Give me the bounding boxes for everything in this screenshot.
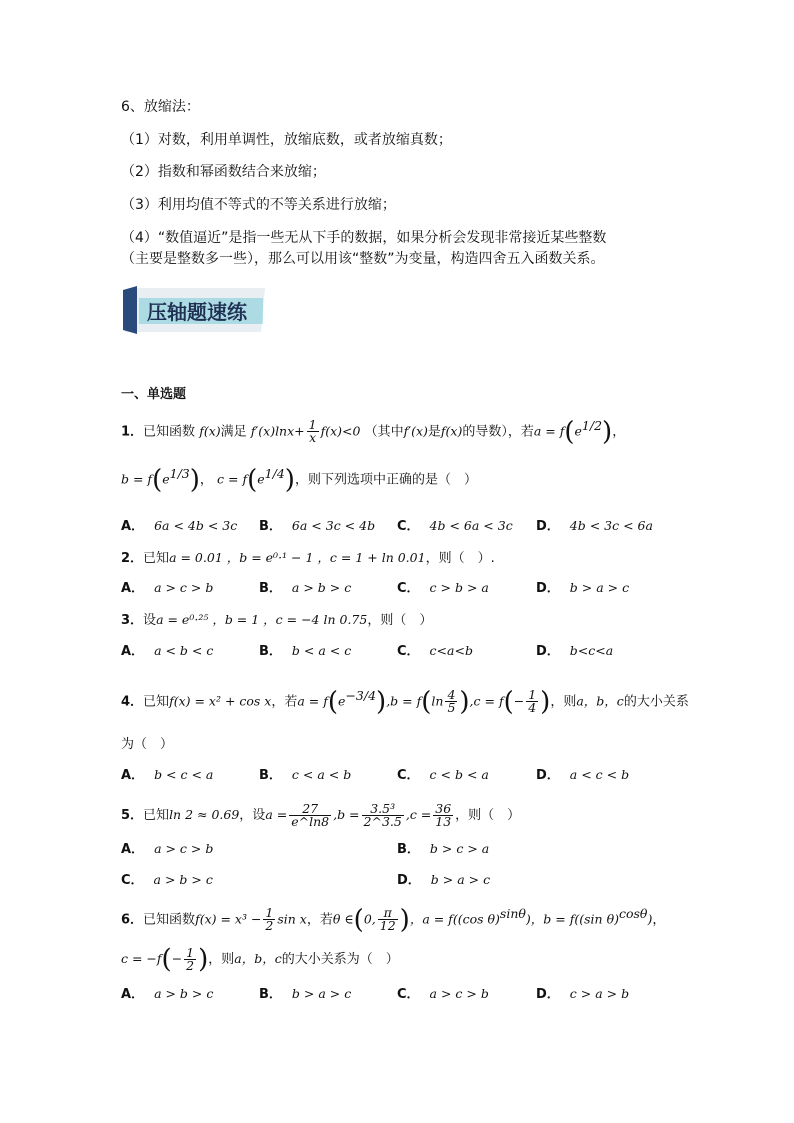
section-title: 一、单选题 — [121, 387, 187, 402]
option-label: B． — [259, 644, 282, 659]
section-banner — [123, 286, 265, 334]
option-label: A． — [121, 987, 145, 1002]
paren: ) — [540, 686, 551, 717]
q1-text: ，则下列选项中正确的是（ ） — [294, 472, 477, 488]
q6-text: 的大小关系为（ ） — [281, 952, 399, 967]
q1-math: f(x) — [199, 423, 221, 439]
question-1-line-1: 1．已知函数 f(x)满足 f′(x)lnx+ $\frac{1}{x}$ f(x)<0 （其中f′(x)是f(x)的导数），若$a = f(e^{1/2})$， — [121, 416, 626, 447]
frac-den: 2^3.5 — [363, 814, 402, 829]
option-text: a > c > b — [429, 986, 489, 1001]
q1-text: 满足 — [220, 424, 247, 440]
q2-math: a = 0.01 ，b = e⁰·¹ − 1 ，c = 1 + ln 0.01 — [169, 550, 426, 565]
q4-math: ln — [431, 693, 444, 709]
paren: ( — [503, 686, 514, 717]
question-6-line-2 — [121, 944, 399, 975]
q4-math: a = f — [297, 693, 328, 709]
paren: ( — [247, 464, 258, 495]
q4-math: ,b = f — [386, 693, 422, 709]
q5-text: ，则（ ） — [455, 808, 521, 823]
q1-math: c = f — [217, 471, 248, 487]
q5-option-c[interactable] — [121, 872, 213, 889]
q2-option-d[interactable] — [536, 580, 629, 597]
q6-frac — [263, 907, 275, 932]
q6-math: sin x — [277, 911, 307, 927]
q4-math: ,c = f — [469, 693, 504, 709]
q6-math: − — [171, 951, 183, 966]
q2-number: 2． — [121, 551, 144, 566]
q1-exp: 1/2 — [581, 418, 603, 433]
q4-math: f(x) = x² + cos x — [169, 693, 272, 709]
option-text: a > c > b — [154, 841, 214, 856]
q1-frac — [307, 419, 319, 444]
option-label: D． — [536, 519, 560, 534]
q2-text: ，则（ ）. — [425, 551, 495, 566]
option-label: D． — [397, 873, 421, 888]
method-item-4: （4）“数值逼近”是指一些无从下手的数据，如果分析会发现非常接近某些整数 — [121, 230, 607, 246]
method-title: 6、放缩法： — [121, 99, 200, 115]
q2-text: 已知 — [143, 551, 170, 566]
q1-math: e — [574, 423, 582, 439]
q6-math: f(x) = x³ − — [195, 911, 262, 927]
option-text: a > b > c — [291, 580, 352, 595]
q5-math: ,b = — [333, 807, 360, 822]
q1-math: a = f — [533, 423, 565, 439]
q5-math: a = — [265, 807, 288, 822]
option-text: 6a < 3c < 4b — [291, 518, 376, 533]
frac-num: 1 — [308, 417, 317, 433]
option-text: c<a<b — [429, 643, 473, 658]
q4-text: 的大小关系 — [623, 694, 689, 710]
option-text: b < a < c — [291, 643, 352, 658]
q6-math: 0, — [363, 911, 376, 927]
paren: ( — [452, 911, 458, 927]
paren: ) — [399, 904, 410, 935]
q6-option-c[interactable] — [397, 986, 489, 1003]
frac-den: 2 — [186, 958, 195, 973]
frac-num: 1 — [528, 687, 537, 703]
q6-exp: sinθ — [499, 906, 526, 921]
option-label: A． — [121, 519, 145, 534]
frac-den: e^ln8 — [291, 814, 330, 829]
q5-number: 5． — [121, 808, 144, 823]
option-text: c > b > a — [429, 580, 489, 595]
paren: ( — [353, 904, 364, 935]
option-text: b<c<a — [569, 643, 614, 658]
option-label: B． — [259, 987, 282, 1002]
q4-math: a，b，c — [576, 693, 624, 709]
q4-frac — [445, 689, 457, 714]
banner-text: 压轴题速练 — [147, 300, 247, 324]
option-label: B． — [259, 519, 282, 534]
paren: ) — [198, 944, 209, 975]
option-text: b > a > c — [291, 986, 352, 1001]
q6-number: 6． — [121, 912, 144, 928]
paren: ) — [602, 416, 613, 447]
q3-option-b[interactable] — [259, 643, 351, 660]
q4-math: − — [513, 693, 525, 709]
q4-option-d[interactable] — [536, 767, 629, 784]
frac-num: 3.5³ — [362, 803, 404, 816]
option-text: a > c > b — [154, 580, 214, 595]
frac-num: 36 — [435, 801, 452, 816]
paren: ( — [564, 416, 575, 447]
q6-math: a，b，c — [234, 951, 282, 966]
q1-exp: 1/3 — [169, 466, 190, 481]
q6-math: ，a = f — [409, 911, 453, 927]
option-text: a > b > c — [154, 986, 214, 1001]
q3-option-c[interactable] — [397, 643, 473, 660]
q4-frac — [526, 689, 538, 714]
q4-text: ，若 — [271, 694, 298, 710]
option-label: B． — [259, 581, 282, 596]
option-text: b < c < a — [154, 767, 214, 782]
option-text: c > a > b — [569, 986, 630, 1001]
q1-math: e — [162, 471, 170, 487]
q3-text: 设 — [143, 613, 157, 628]
paren: ( — [574, 911, 580, 927]
paren: ( — [152, 464, 163, 495]
paren: ) — [459, 686, 470, 717]
option-label: B． — [259, 768, 282, 783]
option-text: b > c > a — [429, 841, 490, 856]
banner-graphic — [123, 286, 265, 334]
q6-exp: cosθ — [618, 906, 648, 921]
frac-den: 12 — [379, 918, 396, 934]
paren: ) — [284, 464, 295, 495]
q1-text: 已知函数 — [143, 424, 196, 440]
option-text: a < c < b — [569, 767, 630, 782]
q3-number: 3． — [121, 613, 144, 628]
q6-math: θ ∈ — [332, 911, 354, 927]
q5-text: 已知 — [143, 808, 170, 823]
q4-math: e — [338, 693, 346, 709]
frac-num: 1 — [265, 905, 274, 921]
option-label: C． — [121, 873, 144, 888]
q6-math: (sin θ) — [579, 911, 619, 927]
q1-option-c[interactable] — [397, 518, 513, 535]
q6-option-d[interactable] — [536, 986, 629, 1003]
q6-frac — [184, 947, 196, 972]
option-text: a < b < c — [154, 643, 214, 658]
paren: ( — [421, 686, 432, 717]
q6-option-b[interactable] — [259, 986, 351, 1003]
option-text: a > b > c — [153, 872, 213, 887]
option-text: 6a < 4b < 3c — [154, 518, 238, 533]
q1-text: 是 — [427, 424, 441, 440]
frac-num: 1 — [186, 945, 195, 960]
q6-math: c = −f — [121, 951, 162, 966]
q4-option-a[interactable] — [121, 767, 213, 784]
option-label: A． — [121, 768, 145, 783]
paren: ) — [647, 911, 653, 927]
q6-math: (cos θ) — [457, 911, 500, 927]
q1-option-a[interactable] — [121, 518, 237, 535]
method-item-2: （2）指数和幂函数结合来放缩； — [121, 164, 326, 180]
q1-math: e — [257, 471, 265, 487]
option-label: A． — [121, 842, 145, 857]
q3-text: ，则（ ） — [367, 613, 433, 628]
frac-num: 4 — [447, 687, 456, 703]
q3-math: a = e⁰·²⁵ ，b = 1 ，c = −4 ln 0.75 — [156, 612, 368, 627]
q3-option-a[interactable] — [121, 643, 213, 660]
option-text: b > a > c — [430, 872, 491, 887]
option-text: 4b < 3c < 6a — [569, 518, 653, 533]
q5-option-d[interactable] — [397, 872, 490, 889]
q2-option-b[interactable] — [259, 580, 351, 597]
option-text: c < b < a — [429, 767, 489, 782]
option-label: B． — [397, 842, 420, 857]
question-4-line-2: 为（ ） — [121, 737, 174, 752]
question-1-line-2: $b = f(e^{1/3})$， $c = f(e^{1/4})$，则下列选项中正确的是（ ） — [121, 464, 477, 495]
question-3-line — [121, 611, 432, 630]
option-label: C． — [397, 644, 420, 659]
option-label: D． — [536, 644, 560, 659]
q4-option-b[interactable] — [259, 767, 351, 784]
q2-option-c[interactable] — [397, 580, 489, 597]
q5-math: ln 2 ≈ 0.69 — [169, 807, 240, 822]
q6-math: ，b = f — [530, 911, 575, 927]
frac-den: 13 — [435, 814, 452, 829]
q5-frac — [433, 803, 453, 828]
method-item-3: （3）利用均值不等式的不等关系进行放缩； — [121, 197, 396, 213]
question-6-line-1: 6．已知函数f(x) = x³ − $\frac{1}{2}$ sin x，若θ ∈(0, $\frac{\pi}{12}$ )，a = f((cos θ)$^{sin\theta}$)，b = f((sin θ)$^{cos\theta}$)， — [121, 904, 666, 935]
option-label: A． — [121, 581, 145, 596]
q1-option-b[interactable] — [259, 518, 375, 535]
q2-option-a[interactable] — [121, 580, 213, 597]
q4-text: ，则 — [550, 694, 577, 710]
q1-text: （其中 — [364, 424, 404, 440]
question-4-line-1 — [121, 686, 689, 717]
option-label: C． — [397, 768, 420, 783]
paren: ) — [376, 686, 387, 717]
option-label: A． — [121, 644, 145, 659]
paren: ) — [525, 911, 531, 927]
method-item-5: （主要是整数多一些），那么可以用该“整数”为变量，构造四舍五入函数关系。 — [121, 251, 605, 267]
paren: ) — [189, 464, 200, 495]
question-5-line — [121, 803, 520, 828]
option-label: C． — [397, 519, 420, 534]
option-label: D． — [536, 581, 560, 596]
q6-text: ，则 — [208, 952, 235, 967]
q4-option-c[interactable] — [397, 767, 489, 784]
option-label: D． — [536, 768, 560, 783]
q6-frac — [378, 907, 398, 932]
frac-den: 2 — [265, 918, 274, 934]
q5-option-a[interactable] — [121, 841, 213, 858]
q1-math: f(x)<0 — [320, 423, 361, 439]
q6-text: ，若 — [306, 912, 333, 928]
q1-math: f′(x)lnx+ — [250, 423, 305, 439]
option-label: C． — [397, 987, 420, 1002]
paren: ( — [161, 944, 172, 975]
q5-frac — [289, 803, 331, 828]
q4-number: 4． — [121, 694, 144, 710]
q6-text: 已知函数 — [143, 912, 196, 928]
q5-math: ,c = — [405, 807, 432, 822]
option-text: c < a < b — [291, 767, 352, 782]
q1-number: 1． — [121, 424, 144, 440]
q3-option-d[interactable] — [536, 643, 613, 660]
q1-math: f′(x) — [403, 423, 428, 439]
q1-option-d[interactable] — [536, 518, 653, 535]
q5-text: ，设 — [239, 808, 266, 823]
paren: ( — [327, 686, 339, 717]
q1-math: b = f — [121, 471, 153, 487]
method-item-1: （1）对数，利用单调性，放缩底数，或者放缩真数； — [121, 132, 452, 148]
q1-text: 的导数），若 — [462, 424, 534, 440]
frac-den: x — [309, 430, 317, 446]
frac-den: 5 — [447, 700, 456, 716]
option-label: D． — [536, 987, 560, 1002]
q5-option-b[interactable] — [397, 841, 489, 858]
q1-exp: 1/4 — [264, 466, 285, 481]
frac-num: π — [378, 907, 398, 920]
q4-text: 已知 — [143, 694, 170, 710]
q5-frac — [362, 803, 404, 828]
q6-option-a[interactable] — [121, 986, 213, 1003]
option-label: C． — [397, 581, 420, 596]
frac-num: 27 — [289, 803, 331, 816]
q4-exp: −3/4 — [345, 688, 377, 703]
option-text: b > a > c — [569, 580, 630, 595]
question-2-line — [121, 549, 495, 568]
option-text: 4b < 6a < 3c — [429, 518, 513, 533]
frac-den: 4 — [528, 700, 537, 716]
q1-math: f(x) — [440, 423, 463, 439]
